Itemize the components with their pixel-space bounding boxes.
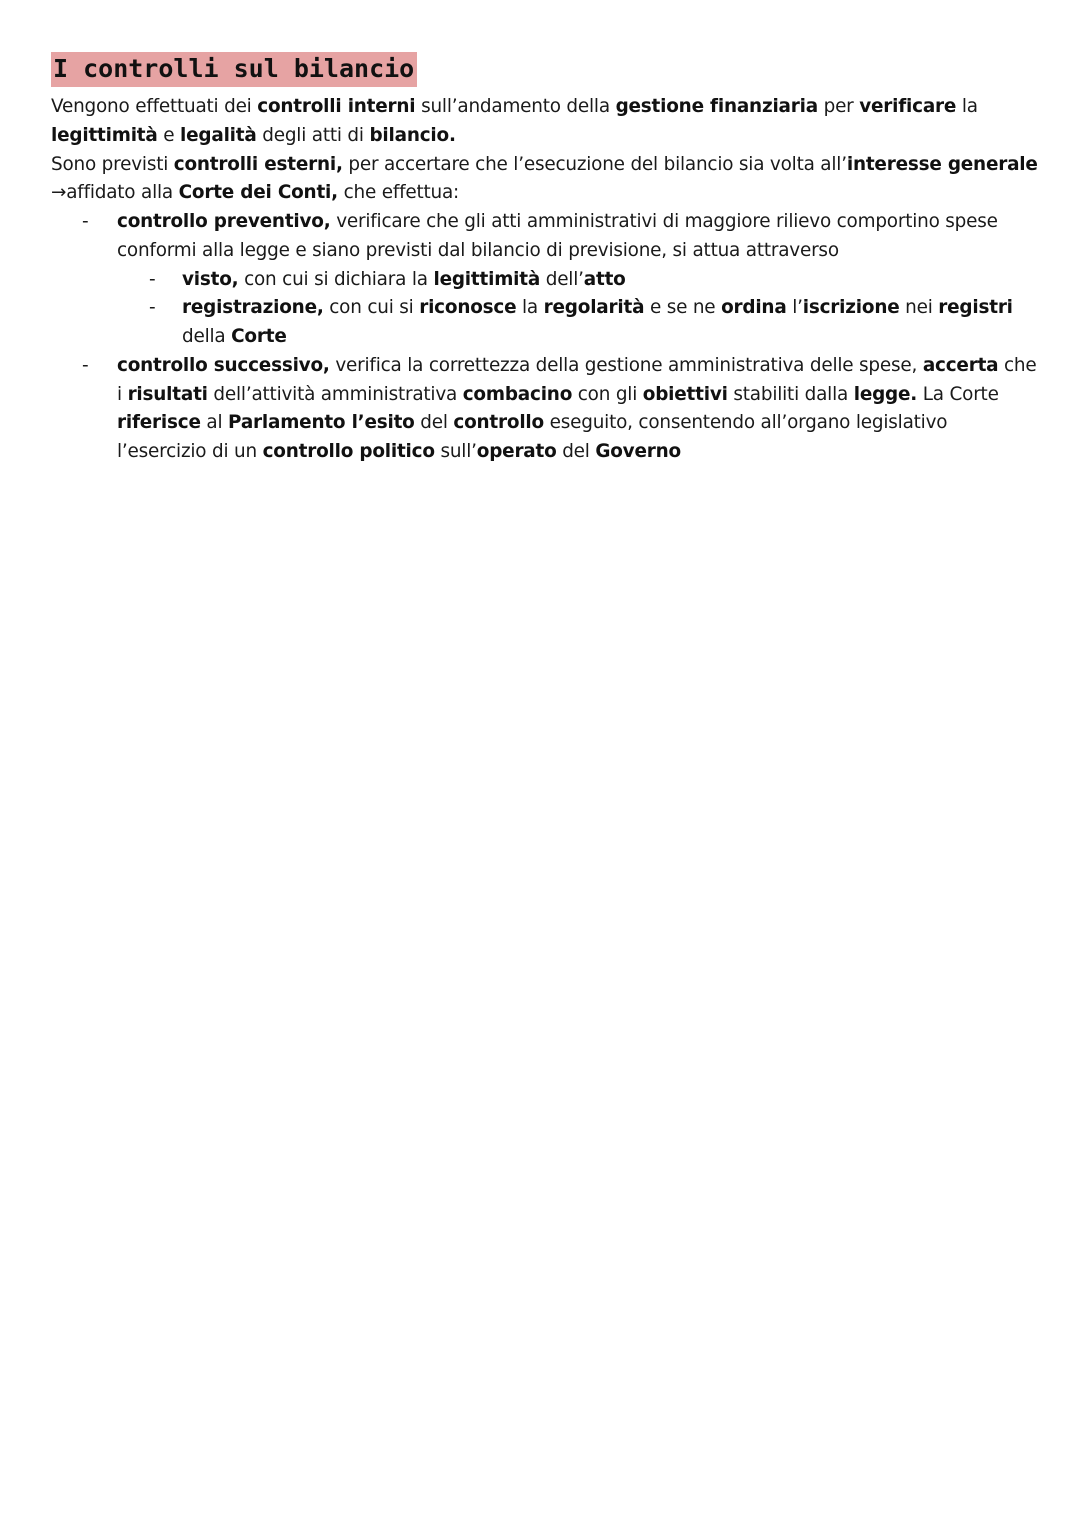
- bullet-dash: -: [149, 268, 156, 290]
- arrow-right-icon: →: [51, 182, 67, 204]
- sublist-item-registrazione: - registrazione, con cui si riconosce la regolarità e se ne ordina l’iscrizione nei registri della Corte: [117, 294, 1041, 352]
- sublist-item-visto: - visto, con cui si dichiara la legittimità dell’atto: [117, 266, 1041, 295]
- list-item-successive-control: - controllo successivo, verifica la correttezza della gestione amministrativa delle spese, accerta che i risultati dell’attività amministrativa combacino con gli obiettivi stabiliti dalla legge. La Corte riferisce al Parlamento l’esito del controllo eseguito, consentendo all’organo legislativo l’esercizio di un controllo politico sull’operato del Governo: [51, 352, 1041, 467]
- paragraph-external-controls: Sono previsti controlli esterni, per accertare che l’esecuzione del bilancio sia volta all’interesse generale →affidato alla Corte dei Conti, che effettua:: [51, 153, 1038, 204]
- bullet-dash: -: [149, 297, 156, 319]
- list-item-preventive-control: - controllo preventivo, verificare che gli atti amministrativi di maggiore rilievo comportino spese conformi alla legge e siano previsti dal bilancio di previsione, si attua attraverso - visto, con cui si dichiara la legittimità dell’atto - registrazione, con cui si riconosce la regolarità e se ne ordina l’iscrizione nei registri della Corte: [51, 208, 1041, 352]
- section-title: I controlli sul bilancio: [51, 52, 417, 87]
- paragraph-internal-controls: Vengono effettuati dei controlli interni sull’andamento della gestione finanziaria per verificare la legittimità e legalità degli atti di bilancio.: [51, 96, 978, 146]
- bullet-dash: -: [82, 211, 89, 232]
- bullet-dash: -: [82, 354, 89, 376]
- preventive-control-sublist: [117, 266, 1041, 352]
- document-body: [51, 93, 1041, 467]
- controls-list: [51, 208, 1041, 467]
